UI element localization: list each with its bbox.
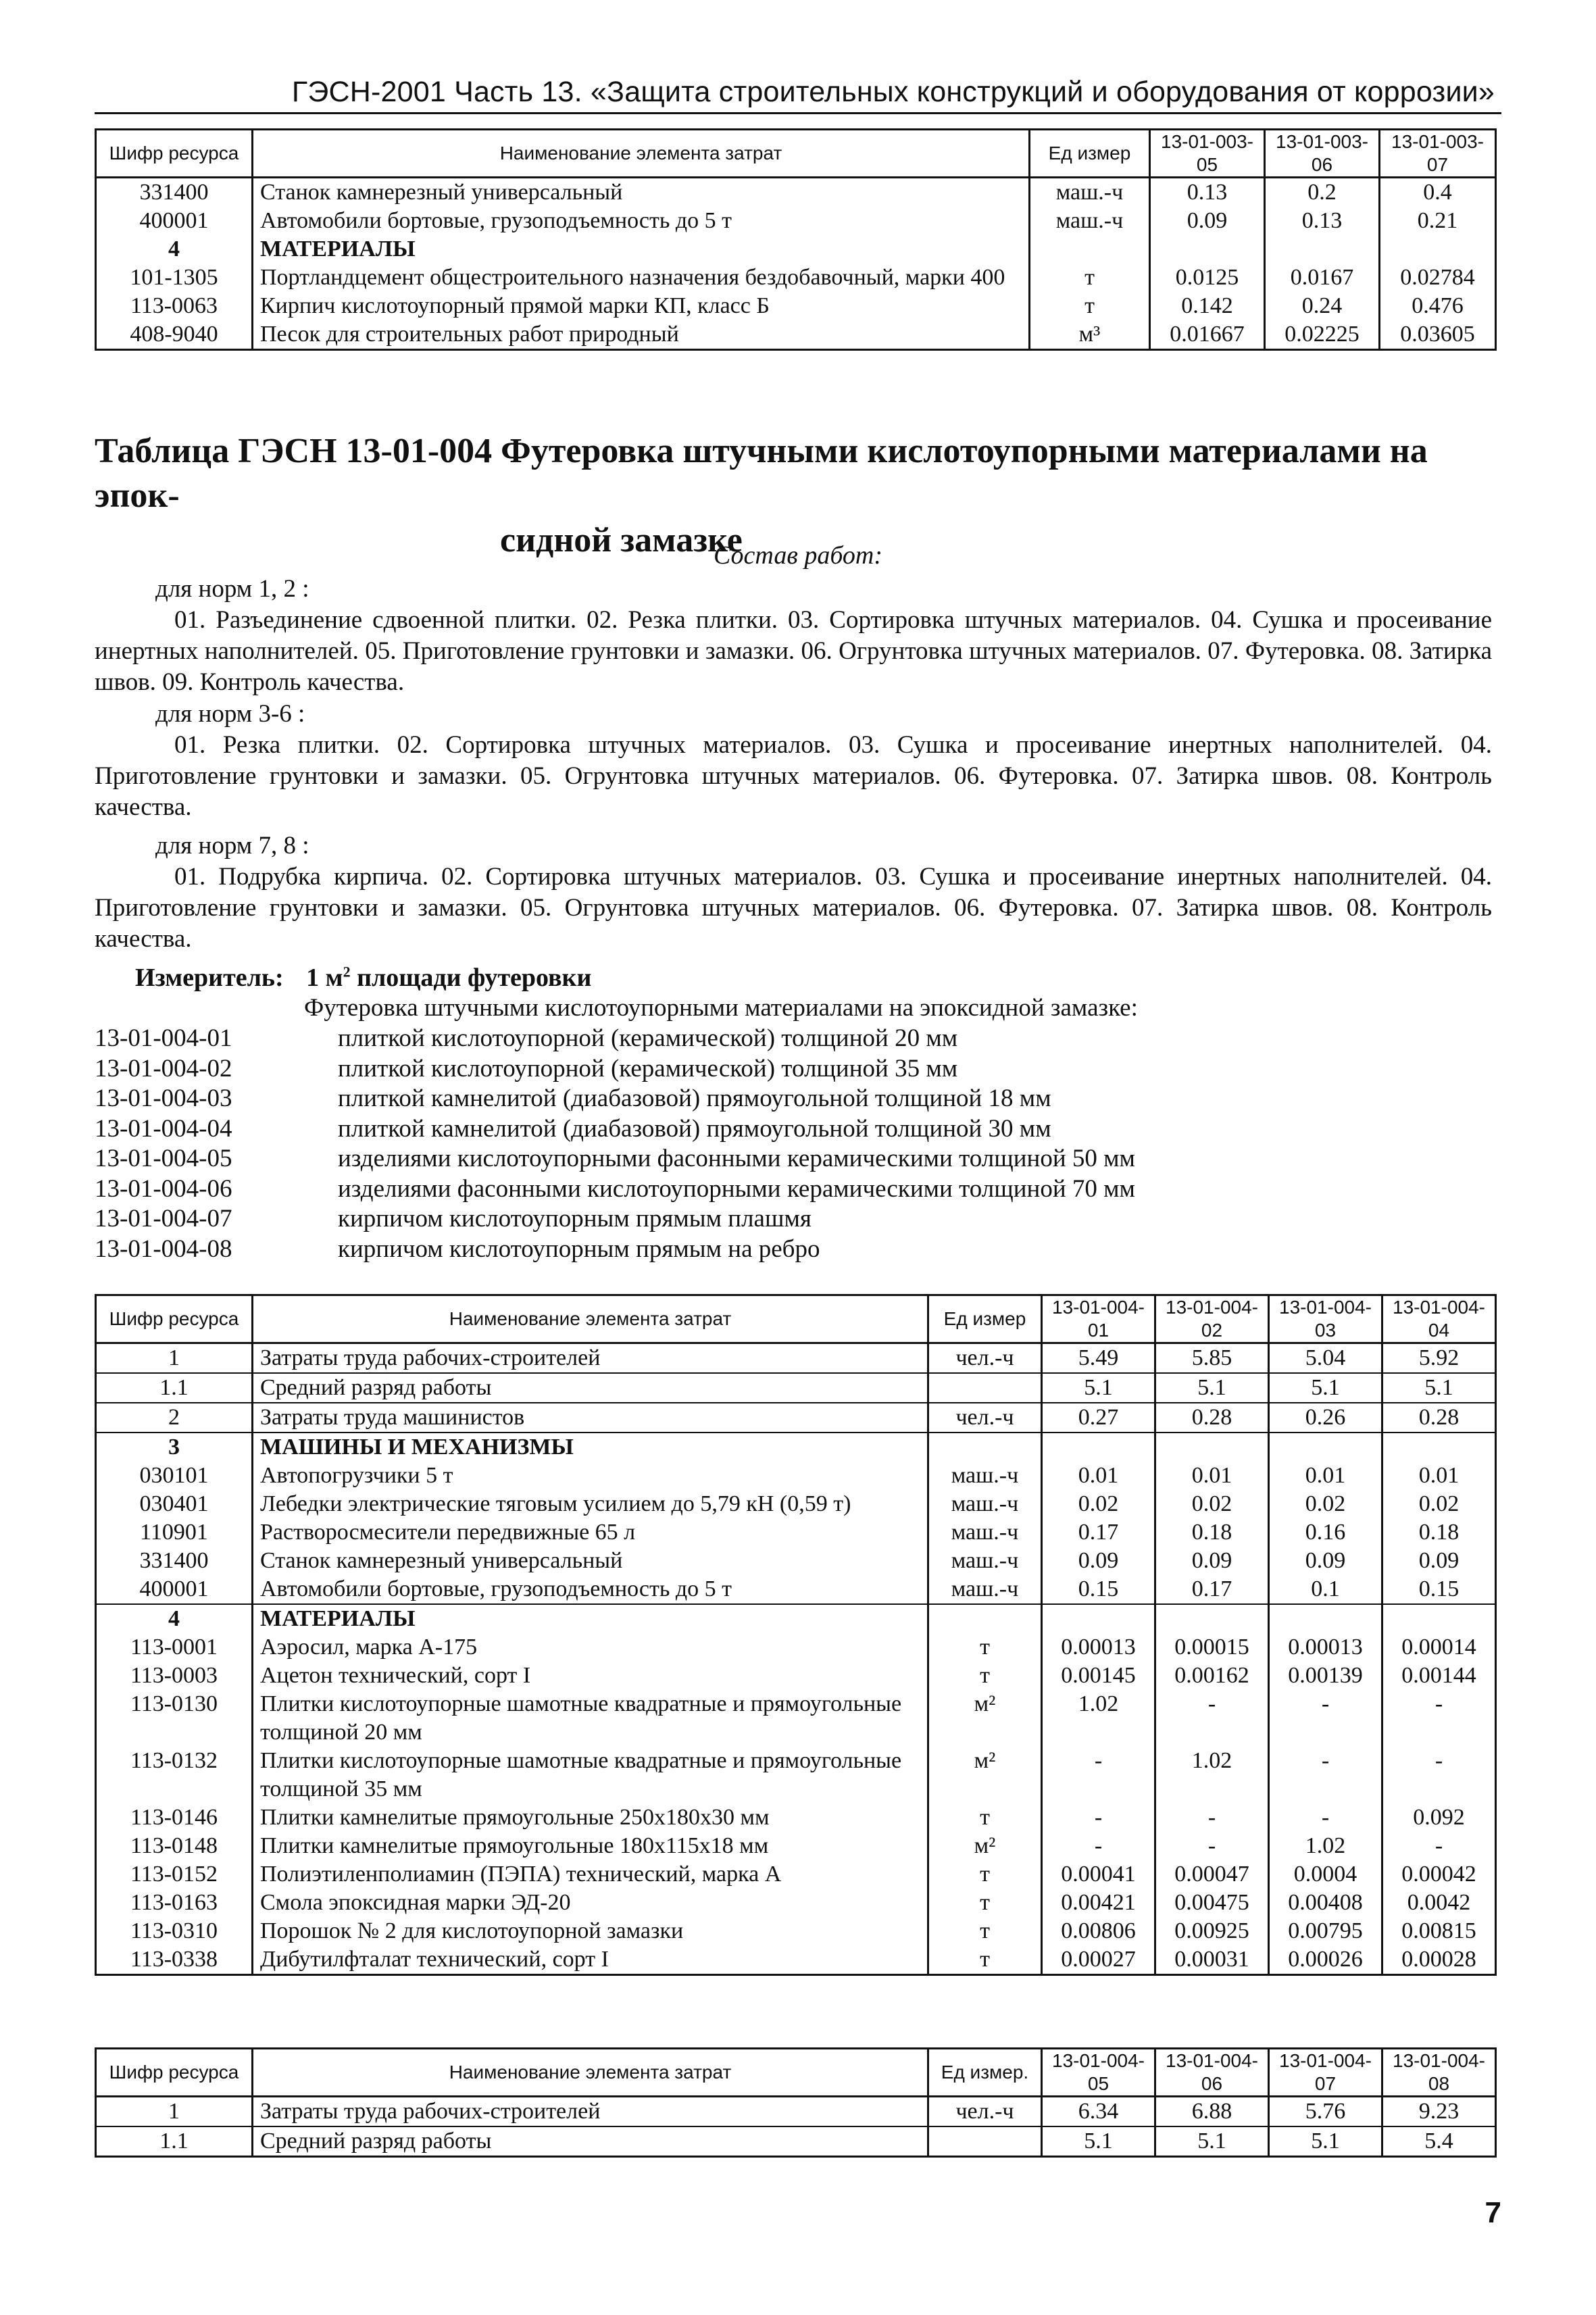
- norms-list: [95, 1024, 1135, 1264]
- norm-value: 0.476: [1380, 292, 1496, 320]
- norm-value: 0.02225: [1265, 320, 1380, 350]
- table-row: [96, 235, 1496, 264]
- norm-value: 0.00475: [1155, 1889, 1269, 1917]
- norm-value: 0.09: [1382, 1547, 1496, 1575]
- resource-table-004-01-04: [95, 1294, 1497, 1976]
- norm-value: 0.18: [1155, 1518, 1269, 1547]
- norm-group-label: для норм 1, 2 :: [155, 575, 309, 603]
- resource-unit: маш.-ч: [928, 1518, 1042, 1547]
- norm-code: 13-01-004-05: [95, 1145, 232, 1172]
- table-row: [96, 1860, 1496, 1889]
- header-title: ГЭСН-2001 Часть 13. «Защита строительных конструкций и оборудования от коррозии»: [291, 76, 1495, 108]
- resource-unit: т: [1030, 292, 1150, 320]
- resource-name: Средний разряд работы: [253, 1373, 928, 1403]
- norm-value: 0.00013: [1269, 1633, 1382, 1662]
- norm-code: 13-01-004-03: [95, 1085, 232, 1112]
- norm-value: 0.00027: [1042, 1945, 1155, 1975]
- resource-unit: [928, 1433, 1042, 1462]
- composition-paragraph: 01. Подрубка кирпича. 02. Сортировка штучных материалов. 03. Сушка и просеивание инертных наполнителей. 04. Приготовление грунтовки и замазки. 05. Огрунтовка штучных материалов. 06. Футеровка. 07. Затирка швов. 08. Контроль качества.: [95, 863, 1492, 953]
- table-header-row: [96, 130, 1496, 178]
- resource-name: Автомобили бортовые, грузоподъемность до 5 т: [253, 1575, 928, 1604]
- norm-value: -: [1269, 1803, 1382, 1832]
- table-row: [96, 2126, 1496, 2157]
- norm-value: 0.02784: [1380, 264, 1496, 292]
- norm-group-label: для норм 7, 8 :: [155, 832, 309, 860]
- norm-value: 5.04: [1269, 1343, 1382, 1374]
- norm-code: 13-01-004-04: [95, 1114, 232, 1143]
- norm-text: плиткой кислотоупорной (керамической) толщиной 35 мм: [338, 1054, 958, 1082]
- page-header: [0, 76, 1596, 120]
- resource-code: 101-1305: [96, 264, 253, 292]
- table-row: [96, 1575, 1496, 1604]
- norm-value: 5.1: [1042, 2126, 1155, 2157]
- table-row: [96, 1343, 1496, 1374]
- resource-code: 113-0063: [96, 292, 253, 320]
- norm-value: [1382, 1604, 1496, 1633]
- norm-code: 13-01-004-02: [95, 1054, 232, 1082]
- norm-value: 5.1: [1042, 1373, 1155, 1403]
- resource-unit: маш.-ч: [1030, 178, 1150, 207]
- norm-value: 0.13: [1265, 207, 1380, 235]
- resource-unit: чел.-ч: [928, 2097, 1042, 2127]
- norm-code: 13-01-004-01: [95, 1024, 232, 1052]
- meter-sup: 2: [343, 963, 351, 980]
- norm-value: -: [1382, 1747, 1496, 1803]
- norm-value: -: [1042, 1832, 1155, 1860]
- norm-code: 13-01-004-07: [95, 1205, 232, 1233]
- col-header: Наименование элемента затрат: [253, 1295, 928, 1343]
- table-row: [96, 1945, 1496, 1975]
- norm-value: 1.02: [1042, 1690, 1155, 1747]
- table-row: [96, 1462, 1496, 1490]
- norm-value: 5.85: [1155, 1343, 1269, 1374]
- norm-value: 1.02: [1269, 1832, 1382, 1860]
- resource-unit: м³: [1030, 320, 1150, 350]
- norm-value: 0.00041: [1042, 1860, 1155, 1889]
- resource-name: МАШИНЫ И МЕХАНИЗМЫ: [253, 1433, 928, 1462]
- resource-unit: т: [928, 1945, 1042, 1975]
- norm-value: 0.00421: [1042, 1889, 1155, 1917]
- resource-code: 113-0003: [96, 1662, 253, 1690]
- norm-value: 0.09: [1042, 1547, 1155, 1575]
- table-row: [96, 320, 1496, 350]
- resource-name: Плитки камнелитые прямоугольные 180х115х18 мм: [253, 1832, 928, 1860]
- table-title-line1: Таблица ГЭСН 13-01-004 Футеровка штучными кислотоупорными материалами на эпок-: [95, 432, 1428, 515]
- resource-unit: маш.-ч: [928, 1547, 1042, 1575]
- norm-value: 0.01667: [1150, 320, 1265, 350]
- resource-name: Затраты труда рабочих-строителей: [253, 1343, 928, 1374]
- resource-code: 113-0146: [96, 1803, 253, 1832]
- norm-text: плиткой камнелитой (диабазовой) прямоугольной толщиной 30 мм: [338, 1114, 1051, 1143]
- resource-code: 1: [96, 1343, 253, 1374]
- norm-value: 0.00139: [1269, 1662, 1382, 1690]
- norm-value: 0.2: [1265, 178, 1380, 207]
- norm-value: 0.00013: [1042, 1633, 1155, 1662]
- norm-value: [1155, 1433, 1269, 1462]
- resource-code: 113-0338: [96, 1945, 253, 1975]
- resource-name: Станок камнерезный универсальный: [253, 178, 1030, 207]
- norm-value: 0.24: [1265, 292, 1380, 320]
- col-header: 13-01-003-06: [1265, 130, 1380, 178]
- norm-value: -: [1382, 1832, 1496, 1860]
- resource-code: 2: [96, 1403, 253, 1433]
- resource-unit: [1030, 235, 1150, 264]
- norm-value: 0.00042: [1382, 1860, 1496, 1889]
- resource-name: Порошок № 2 для кислотоупорной замазки: [253, 1917, 928, 1945]
- norm-value: -: [1269, 1747, 1382, 1803]
- norm-code: 13-01-004-08: [95, 1235, 232, 1263]
- resource-code: 1.1: [96, 1373, 253, 1403]
- norm-value: 5.1: [1269, 2126, 1382, 2157]
- norm-text: изделиями кислотоупорными фасонными керамическими толщиной 50 мм: [338, 1145, 1135, 1172]
- resource-unit: чел.-ч: [928, 1343, 1042, 1374]
- table-row: [96, 1690, 1496, 1747]
- norm-value: 0.00031: [1155, 1945, 1269, 1975]
- col-header: 13-01-004-05: [1042, 2049, 1155, 2097]
- norm-value: 0.00162: [1155, 1662, 1269, 1690]
- resource-name: Дибутилфталат технический, сорт I: [253, 1945, 928, 1975]
- resource-code: 113-0310: [96, 1917, 253, 1945]
- resource-name: Аэросил, марка А-175: [253, 1633, 928, 1662]
- norm-value: -: [1042, 1803, 1155, 1832]
- norm-value: 0.01: [1042, 1462, 1155, 1490]
- resource-unit: чел.-ч: [928, 1403, 1042, 1433]
- resource-code: 408-9040: [96, 320, 253, 350]
- norm-value: [1150, 235, 1265, 264]
- norm-value: 0.142: [1150, 292, 1265, 320]
- composition-paragraph: 01. Резка плитки. 02. Сортировка штучных материалов. 03. Сушка и просеивание инертных наполнителей. 04. Приготовление грунтовки и замазки. 05. Огрунтовка штучных материалов. 06. Футеровка. 07. Затирка швов. 08. Контроль качества.: [95, 731, 1492, 821]
- table-row: [96, 1518, 1496, 1547]
- header-rule: [95, 112, 1501, 114]
- table-title-line2: сидной замазке: [500, 521, 743, 559]
- norm-value: 0.00015: [1155, 1633, 1269, 1662]
- col-header: 13-01-004-07: [1269, 2049, 1382, 2097]
- norm-value: 1.02: [1155, 1747, 1269, 1803]
- norm-value: 0.02: [1155, 1490, 1269, 1518]
- norm-item: [95, 1084, 1135, 1114]
- norm-value: 0.15: [1042, 1575, 1155, 1604]
- resource-name: Средний разряд работы: [253, 2126, 928, 2157]
- resource-unit: маш.-ч: [928, 1462, 1042, 1490]
- col-header: 13-01-004-08: [1382, 2049, 1496, 2097]
- resource-code: 1: [96, 2097, 253, 2127]
- norm-text: изделиями фасонными кислотоупорными керамическими толщиной 70 мм: [338, 1174, 1135, 1203]
- norm-value: [1042, 1604, 1155, 1633]
- norm-value: 0.15: [1382, 1575, 1496, 1604]
- norm-value: 0.17: [1155, 1575, 1269, 1604]
- norm-value: 0.13: [1150, 178, 1265, 207]
- resource-unit: маш.-ч: [1030, 207, 1150, 235]
- resource-name: Полиэтиленполиамин (ПЭПА) технический, марка А: [253, 1860, 928, 1889]
- norm-value: 0.03605: [1380, 320, 1496, 350]
- resource-code: 400001: [96, 1575, 253, 1604]
- col-header: Наименование элемента затрат: [253, 2049, 928, 2097]
- resource-name: Песок для строительных работ природный: [253, 320, 1030, 350]
- resource-unit: [928, 1373, 1042, 1403]
- norm-value: 5.49: [1042, 1343, 1155, 1374]
- resource-name: Портландцемент общестроительного назначения бездобавочный, марки 400: [253, 264, 1030, 292]
- resource-name: МАТЕРИАЛЫ: [253, 235, 1030, 264]
- col-header: 13-01-004-06: [1155, 2049, 1269, 2097]
- col-header: 13-01-004-03: [1269, 1295, 1382, 1343]
- norm-value: 0.09: [1155, 1547, 1269, 1575]
- norm-value: -: [1042, 1747, 1155, 1803]
- norm-value: 0.00795: [1269, 1917, 1382, 1945]
- resource-code: 400001: [96, 207, 253, 235]
- resource-table-003: [95, 128, 1497, 351]
- resource-code: 113-0148: [96, 1832, 253, 1860]
- table-row: [96, 2097, 1496, 2127]
- norm-value: 0.00806: [1042, 1917, 1155, 1945]
- resource-unit: маш.-ч: [928, 1575, 1042, 1604]
- norm-value: 6.34: [1042, 2097, 1155, 2127]
- norm-value: [1269, 1604, 1382, 1633]
- resource-unit: [928, 1604, 1042, 1633]
- resource-code: 113-0132: [96, 1747, 253, 1803]
- table-row: [96, 1490, 1496, 1518]
- resource-unit: т: [928, 1917, 1042, 1945]
- resource-code: 3: [96, 1433, 253, 1462]
- norm-item: [95, 1054, 1135, 1085]
- norm-value: 0.00145: [1042, 1662, 1155, 1690]
- resource-name: Станок камнерезный универсальный: [253, 1547, 928, 1575]
- resource-code: 113-0001: [96, 1633, 253, 1662]
- norm-value: 0.00014: [1382, 1633, 1496, 1662]
- norm-value: 0.28: [1382, 1403, 1496, 1433]
- norm-value: 0.00144: [1382, 1662, 1496, 1690]
- norm-value: 0.092: [1382, 1803, 1496, 1832]
- table-row: [96, 264, 1496, 292]
- norm-value: 0.00047: [1155, 1860, 1269, 1889]
- norm-value: 9.23: [1382, 2097, 1496, 2127]
- resource-code: 030101: [96, 1462, 253, 1490]
- norm-value: [1382, 1433, 1496, 1462]
- table-row: [96, 1433, 1496, 1462]
- norm-value: [1155, 1604, 1269, 1633]
- norm-value: 0.01: [1269, 1462, 1382, 1490]
- resource-name: Автопогрузчики 5 т: [253, 1462, 928, 1490]
- norm-value: -: [1382, 1690, 1496, 1747]
- norm-value: 5.1: [1155, 1373, 1269, 1403]
- page-number: 7: [1485, 2196, 1501, 2229]
- resource-unit: [928, 2126, 1042, 2157]
- col-header: 13-01-003-07: [1380, 130, 1496, 178]
- norm-value: 0.17: [1042, 1518, 1155, 1547]
- resource-name: Плитки кислотоупорные шамотные квадратные и прямоугольные толщиной 20 мм: [253, 1690, 928, 1747]
- col-header: 13-01-004-04: [1382, 1295, 1496, 1343]
- norm-text: кирпичом кислотоупорным прямым на ребро: [338, 1235, 820, 1263]
- table-row: [96, 178, 1496, 207]
- table-row: [96, 1917, 1496, 1945]
- col-header: Ед измер: [928, 1295, 1042, 1343]
- resource-name: Лебедки электрические тяговым усилием до 5,79 кН (0,59 т): [253, 1490, 928, 1518]
- resource-name: Плитки кислотоупорные шамотные квадратные и прямоугольные толщиной 35 мм: [253, 1747, 928, 1803]
- resource-unit: м²: [928, 1690, 1042, 1747]
- resource-name: Кирпич кислотоупорный прямой марки КП, класс Б: [253, 292, 1030, 320]
- norm-value: 5.1: [1382, 1373, 1496, 1403]
- norm-value: 0.00026: [1269, 1945, 1382, 1975]
- norm-value: 0.02: [1269, 1490, 1382, 1518]
- resource-code: 4: [96, 1604, 253, 1633]
- norm-value: 6.88: [1155, 2097, 1269, 2127]
- resource-code: 030401: [96, 1490, 253, 1518]
- resource-code: 4: [96, 235, 253, 264]
- norms-intro: Футеровка штучными кислотоупорными материалами на эпоксидной замазке:: [304, 994, 1138, 1022]
- meter-label: Измеритель:: [135, 964, 284, 992]
- resource-name: Автомобили бортовые, грузоподъемность до 5 т: [253, 207, 1030, 235]
- table-row: [96, 1662, 1496, 1690]
- norm-value: 0.28: [1155, 1403, 1269, 1433]
- resource-table-004-05-08: [95, 2047, 1497, 2158]
- norm-value: -: [1155, 1690, 1269, 1747]
- norm-value: 0.01: [1155, 1462, 1269, 1490]
- norm-value: 0.00408: [1269, 1889, 1382, 1917]
- resource-code: 113-0163: [96, 1889, 253, 1917]
- resource-code: 110901: [96, 1518, 253, 1547]
- resource-unit: т: [928, 1633, 1042, 1662]
- resource-unit: т: [928, 1860, 1042, 1889]
- table-row: [96, 207, 1496, 235]
- norm-value: 0.02: [1382, 1490, 1496, 1518]
- norm-value: -: [1155, 1832, 1269, 1860]
- resource-code: 113-0130: [96, 1690, 253, 1747]
- norm-value: 0.00815: [1382, 1917, 1496, 1945]
- norm-value: [1265, 235, 1380, 264]
- resource-unit: т: [1030, 264, 1150, 292]
- resource-unit: т: [928, 1889, 1042, 1917]
- norm-value: 5.1: [1269, 1373, 1382, 1403]
- resource-unit: маш.-ч: [928, 1490, 1042, 1518]
- resource-name: Затраты труда машинистов: [253, 1403, 928, 1433]
- norm-value: [1380, 235, 1496, 264]
- table-row: [96, 1403, 1496, 1433]
- col-header: Наименование элемента затрат: [253, 130, 1030, 178]
- norm-value: 5.1: [1155, 2126, 1269, 2157]
- table-row: [96, 1604, 1496, 1633]
- norm-value: 0.0167: [1265, 264, 1380, 292]
- norm-text: кирпичом кислотоупорным прямым плашмя: [338, 1205, 812, 1233]
- resource-name: Смола эпоксидная марки ЭД-20: [253, 1889, 928, 1917]
- norm-value: -: [1155, 1803, 1269, 1832]
- norm-value: [1042, 1433, 1155, 1462]
- norm-value: 0.27: [1042, 1403, 1155, 1433]
- table-header-row: [96, 2049, 1496, 2097]
- table-row: [96, 1832, 1496, 1860]
- col-header: 13-01-003-05: [1150, 130, 1265, 178]
- table-row: [96, 1547, 1496, 1575]
- norm-item: [95, 1174, 1135, 1205]
- composition-paragraph: 01. Разъединение сдвоенной плитки. 02. Резка плитки. 03. Сортировка штучных материалов. 04. Сушка и просеивание инертных наполнителей. 05. Приготовление грунтовки и замазки. 06. Огрунтовка штучных материалов. 07. Футеровка. 08. Затирка швов. 09. Контроль качества.: [95, 606, 1492, 696]
- norm-value: 0.18: [1382, 1518, 1496, 1547]
- resource-code: 331400: [96, 1547, 253, 1575]
- norm-item: [95, 1235, 1135, 1265]
- norm-value: 5.4: [1382, 2126, 1496, 2157]
- resource-unit: т: [928, 1662, 1042, 1690]
- resource-code: 1.1: [96, 2126, 253, 2157]
- norm-item: [95, 1144, 1135, 1174]
- norm-value: 0.09: [1269, 1547, 1382, 1575]
- col-header: Шифр ресурса: [96, 2049, 253, 2097]
- resource-name: Плитки камнелитые прямоугольные 250х180х30 мм: [253, 1803, 928, 1832]
- norm-value: 0.00028: [1382, 1945, 1496, 1975]
- composition-title: Состав работ:: [713, 541, 883, 570]
- resource-unit: м²: [928, 1747, 1042, 1803]
- table-row: [96, 1747, 1496, 1803]
- norm-value: -: [1269, 1690, 1382, 1747]
- norm-value: 0.0042: [1382, 1889, 1496, 1917]
- norm-value: 0.0004: [1269, 1860, 1382, 1889]
- table-row: [96, 1633, 1496, 1662]
- norm-value: 0.1: [1269, 1575, 1382, 1604]
- col-header: 13-01-004-02: [1155, 1295, 1269, 1343]
- col-header: Ед измер: [1030, 130, 1150, 178]
- table-row: [96, 1373, 1496, 1403]
- resource-name: МАТЕРИАЛЫ: [253, 1604, 928, 1633]
- norm-code: 13-01-004-06: [95, 1174, 232, 1203]
- norm-text: плиткой кислотоупорной (керамической) толщиной 20 мм: [338, 1024, 958, 1052]
- norm-value: 0.26: [1269, 1403, 1382, 1433]
- resource-name: Растворосмесители передвижные 65 л: [253, 1518, 928, 1547]
- norm-group-label: для норм 3-6 :: [155, 700, 305, 728]
- norm-value: 0.16: [1269, 1518, 1382, 1547]
- resource-name: Ацетон технический, сорт I: [253, 1662, 928, 1690]
- norm-value: [1269, 1433, 1382, 1462]
- meter-value: 1 м: [306, 964, 343, 992]
- norm-value: 5.92: [1382, 1343, 1496, 1374]
- resource-code: 113-0152: [96, 1860, 253, 1889]
- norm-value: 5.76: [1269, 2097, 1382, 2127]
- col-header: Шифр ресурса: [96, 130, 253, 178]
- col-header: Ед измер.: [928, 2049, 1042, 2097]
- table-header-row: [96, 1295, 1496, 1343]
- norm-value: 0.01: [1382, 1462, 1496, 1490]
- norm-item: [95, 1204, 1135, 1235]
- norm-value: 0.00925: [1155, 1917, 1269, 1945]
- norm-value: 0.02: [1042, 1490, 1155, 1518]
- norm-item: [95, 1114, 1135, 1145]
- resource-code: 331400: [96, 178, 253, 207]
- resource-name: Затраты труда рабочих-строителей: [253, 2097, 928, 2127]
- table-row: [96, 1889, 1496, 1917]
- resource-unit: м²: [928, 1832, 1042, 1860]
- col-header: 13-01-004-01: [1042, 1295, 1155, 1343]
- norm-text: плиткой камнелитой (диабазовой) прямоугольной толщиной 18 мм: [338, 1085, 1051, 1112]
- norm-value: 0.4: [1380, 178, 1496, 207]
- norm-value: 0.0125: [1150, 264, 1265, 292]
- table-row: [96, 292, 1496, 320]
- norm-value: 0.21: [1380, 207, 1496, 235]
- norm-item: [95, 1024, 1135, 1054]
- meter-line: [135, 963, 591, 993]
- resource-unit: т: [928, 1803, 1042, 1832]
- norm-value: 0.09: [1150, 207, 1265, 235]
- table-row: [96, 1803, 1496, 1832]
- meter-rest: площади футеровки: [350, 964, 592, 992]
- col-header: Шифр ресурса: [96, 1295, 253, 1343]
